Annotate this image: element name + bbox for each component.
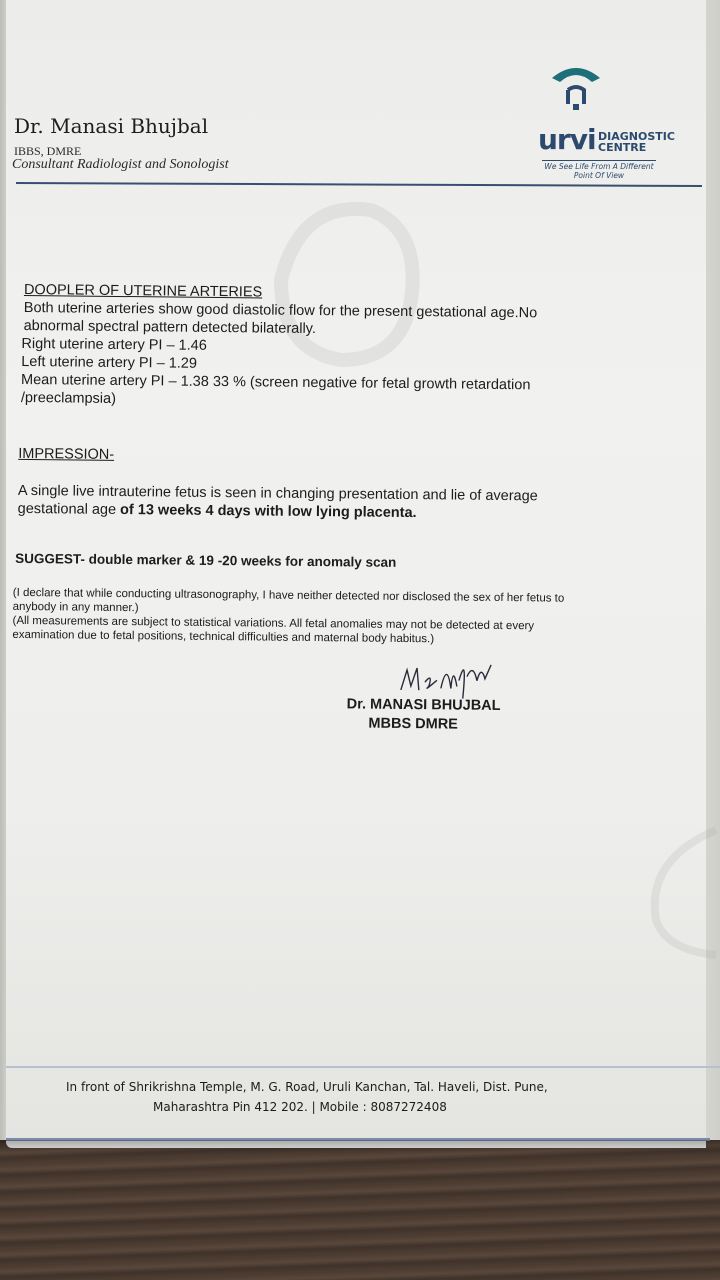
disclaimer-line-1: (All measurements are subject to statistical variations. All fetal anomalies may not be detected at every [12,614,535,633]
logo-tagline [542,160,656,180]
logo-tagline-1: We See Life From A Different [542,160,656,171]
doctor-name: Dr. Manasi Bhujbal [14,114,209,138]
doppler-line-1: Both uterine arteries show good diastolic flow for the present gestational age.No [23,299,538,322]
impression-line-2a: gestational age [17,500,121,518]
declaration-line-1: (I declare that while conducting ultrasonography, I have neither detected nor disclosed the sex of her fetus to [12,586,565,605]
right-uterine-pi: Right uterine artery PI – 1.46 [21,335,207,354]
doctor-degrees: IBBS, DMRE [14,144,82,158]
paper-shadow [0,1140,720,1154]
disclaimer-line-2: examination due to fetal positions, technical difficulties and maternal body habitus.) [12,628,435,646]
impression-line-1: A single live intrauterine fetus is seen in changing presentation and lie of average [17,482,538,505]
mean-uterine-pi-cont: /preeclampsia) [20,389,117,407]
left-uterine-pi: Left uterine artery PI – 1.29 [21,353,198,372]
signatory-degrees: MBBS DMRE [368,715,458,733]
suggestion: SUGGEST- double marker & 19 -20 weeks for anomaly scan [15,550,397,570]
footer-address-line-1: In front of Shrikrishna Temple, M. G. Road, Uruli Kanchan, Tal. Haveli, Dist. Pune, [66,1080,548,1094]
doppler-heading: DOOPLER OF UTERINE ARTERIES [23,281,263,301]
impression-line-2 [18,501,417,521]
signatory-name: Dr. MANASI BHUJBAL [346,696,501,714]
logo-tagline-2: Point Of View [573,171,625,180]
watermark-curve-icon [636,820,720,960]
report-page [6,0,706,1148]
logo-line-2: CENTRE [598,141,647,154]
doppler-line-2: abnormal spectral pattern detected bilaterally. [23,317,317,338]
urvi-logo-icon [546,60,606,110]
declaration-line-2: anybody in any manner.) [12,600,139,615]
watermark-logo-icon [261,190,431,370]
logo-line-1: DIAGNOSTIC [598,130,675,143]
doctor-title: Consultant Radiologist and Sonologist [12,157,229,172]
mean-uterine-pi: Mean uterine artery PI – 1.38 33 % (screen negative for fetal growth retardation [20,371,531,394]
header-divider [16,182,702,187]
footer-divider [6,1066,720,1068]
impression-line-2b: of 13 weeks 4 days with low lying placenta. [120,501,417,522]
footer-address-line-2: Maharashtra Pin 412 202. | Mobile : 8087272408 [153,1100,447,1114]
logo-brand: urvi [538,123,596,156]
impression-heading: IMPRESSION- [18,445,115,463]
signature-icon [397,650,498,703]
logo-diagnostic-centre [598,131,675,153]
